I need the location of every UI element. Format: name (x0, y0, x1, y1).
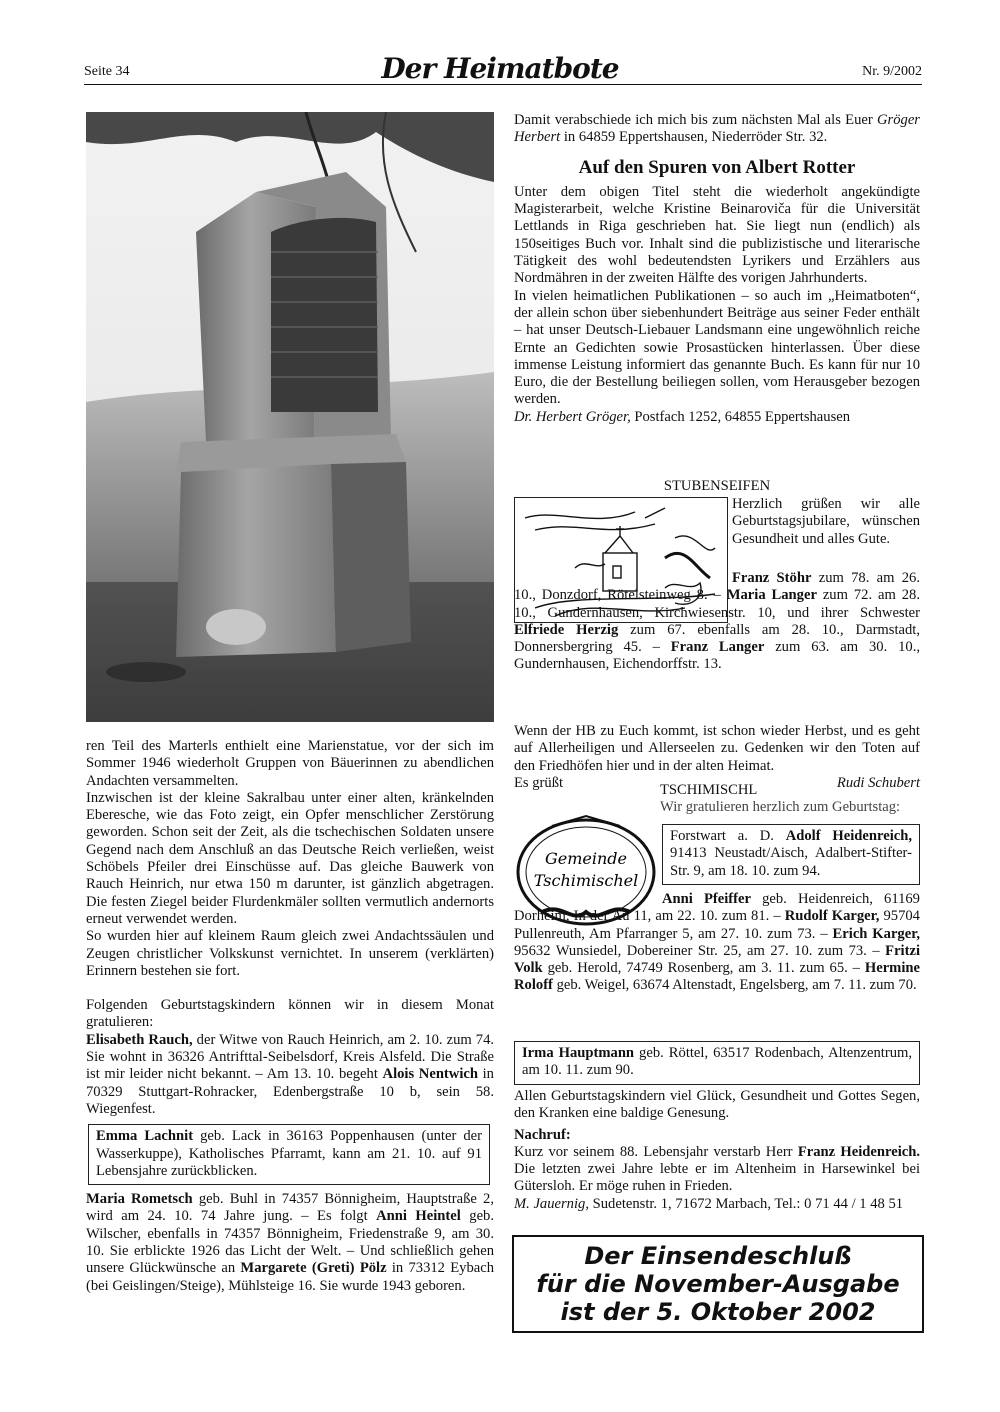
issue-number: Nr. 9/2002 (862, 64, 922, 79)
paragraph: Unter dem obigen Titel steht die wiederholt angekündigte Magisterarbeit, welche Kristine Beinaroviča für die Universität Lettlands in Riga geschrieben hat. Sie liegt nun (endlich) als 150seitiges Buch vor. Inhalt sind die publizistische und literarische Tätigkeit des wohl bedeutendsten Lyrikers und Erzählers aus Nordmähren in der zweiten Hälfte des vorigen Jahrhunderts. (514, 183, 920, 287)
left-column-text (86, 738, 494, 1295)
obituary-title: Nachruf: (514, 1126, 571, 1143)
tschimischl-text: Anni Pfeiffer geb. Heidenreich, 61169 Dorheim, In der Au 11, am 22. 10. zum 81. – Rudolf Karger, 95704 Pullenreuth, Am Pfarranger 5, am 27. 10. zum 73. – Erich Karger, 95632 Wunsiedel, Dobereiner Str. 25, am 27. 10. zum 73. – Fritzi Volk geb. Herold, 74749 Rosenberg, am 3. 11. zum 65. – Hermine Roloff geb. Weigel, 63674 Altenstadt, Engelsberg, am 7. 11. zum 70. (514, 891, 920, 994)
paragraph: Inzwischen ist der kleine Sakralbau unter einer alten, kränkelnden Eberesche, wie das Foto zeigt, ein Opfer menschlicher Zerstörung geworden. Schon seit der Zeit, als die tschechischen Soldaten unsere Gegend nach dem Anschluß an das Deutsche Reich verließen, weist Schöbels Pfeiler drei Einschüsse auf. Das gleiche Bauwerk von Rauch Heinrich, nur etwa 150 m darunter, ist gänzlich abgetragen. Die festen Ziegel beider Flurdenkmäler sollten vermutlich andernorts erneut verwendet werden. (86, 789, 494, 927)
highlight-box: Irma Hauptmann geb. Röttel, 63517 Rodenbach, Altenzentrum, am 10. 11. zum 90. (514, 1041, 920, 1085)
highlight-box: Forstwart a. D. Adolf Heidenreich, 91413 Neustadt/Aisch, Adalbert-Stifter-Str. 9, am 18. 10. zum 94. (662, 824, 920, 885)
farewell-line: Damit verabschiede ich mich bis zum nächsten Mal als Euer Gröger Herbert in 64859 Eppertshausen, Niederröder Str. 32. (514, 112, 920, 146)
seal-text: Tschimischel (533, 871, 639, 890)
seal-text: Gemeinde (544, 849, 628, 868)
obituary-text: Kurz vor seinem 88. Lebensjahr verstarb Herr Franz Heidenreich. Die letzten zwei Jahre lebte er im Altenheim in Harsewinkel bei Gütersloh. Er möge ruhen in Frieden. (514, 1143, 920, 1195)
stubenseifen-text: Franz Stöhr zum 78. am 26. 10., Donzdorf, Rötelsteinweg 8. – Maria Langer zum 72. am 28. 10., Gundernhausen, Kirchwiesenstr. 10, und ihrer Schwester Elfriede Herzig zum 67. ebenfalls am 28. 10., Darmstadt, Donnersbergring 45. – Franz Langer zum 63. am 30. 10., Gundernhausen, Eichendorffstr. 13. (514, 570, 920, 673)
birthday-intro: Folgenden Geburtstagskindern können wir in diesem Monat gratulieren: (86, 997, 494, 1031)
paragraph: So wurden hier auf kleinem Raum gleich zwei Andachtssäulen und Zeugen christlicher Volkskunst vernichtet. In unserem (verklärten) Erinnern bestehen sie fort. (86, 928, 494, 979)
masthead-logo: Der Heimatbote (381, 52, 619, 85)
section-title-stubenseifen: STUBENSEIFEN (663, 478, 771, 494)
caption-continuation: ren Teil des Marterls enthielt eine Marienstatue, vor der sich im Sommer 1946 wiederholt Gruppen von Bäuerinnen zu abendlichen Andachten versammelten. (86, 738, 494, 789)
stubenseifen-closing: Wenn der HB zu Euch kommt, ist schon wieder Herbst, und es geht auf Allerheiligen und Allerseelen zu. Gedenken wir den Toten auf den Friedhöfen hier und in der alten Heimat. Es grüßt Rudi Schubert (514, 723, 920, 791)
article-title: Auf den Spuren von Albert Rotter (578, 156, 856, 178)
page-number: Seite 34 (84, 64, 130, 79)
signature-row: Es grüßt Rudi Schubert (514, 774, 920, 791)
highlight-box: Emma Lachnit geb. Lack in 36163 Poppenhausen (unter der Wasserkuppe), Katholisches Pfarramt, kann am 21. 10. auf 91 Lebensjahre zurückblicken. (88, 1124, 490, 1185)
tschimischl-closing: Allen Geburtstagskindern viel Glück, Gesundheit und Gottes Segen, den Kranken eine baldige Genesung. Nachruf: Kurz vor seinem 88. Lebensjahr verstarb Herr Franz Heidenreich. Die letzten zwei Jahre lebte er im Altenheim in Harsewinkel bei Gütersloh. Er möge ruhen in Frieden. M. Jauernig, Sudetenstr. 1, 71672 Marbach, Tel.: 0 71 44 / 1 48 51 (514, 1088, 920, 1212)
paragraph: In vielen heimatlichen Publikationen – so auch im „Heimatboten“, der allein schon über siebenhundert Beiträge aus seiner Feder enthält – hat unser Deutsch-Liebauer Landsmann eine ungewöhnlich reiche Ernte an Gedichten sowie Prosastücken hinterlassen. Über diese immense Leistung informiert das genannte Buch. Es kann für nur 10 Euro, die der Bestellung beiliegen sollen, vom Herausgeber bezogen werden. (514, 287, 920, 408)
obituary-signature: M. Jauernig, Sudetenstr. 1, 71672 Marbach, Tel.: 0 71 44 / 1 48 51 (514, 1195, 904, 1212)
article-signature: Dr. Herbert Gröger, Postfach 1252, 64855 Eppertshausen (514, 408, 851, 425)
deadline-notice: Der Einsendeschluß für die November-Ausgabe ist der 5. Oktober 2002 (512, 1235, 924, 1333)
birthday-entry: Elisabeth Rauch, der Witwe von Rauch Heinrich, am 2. 10. zum 74. Sie wohnt in 36326 Antrifttal-Seibelsdorf, Kreis Alsfeld. Die Straße ist mir leider nicht bekannt. – Am 13. 10. begeht Alois Nentwich in 70329 Stuttgart-Rohracker, Edenbergstraße 10 b, sein 58. Wiegenfest. (86, 1031, 495, 1117)
right-column-top (514, 112, 920, 426)
stubenseifen-wrap-text: Herzlich grüßen wir alle Geburtstagsjubilare, wünschen Gesundheit und alles Gute. (732, 496, 920, 547)
shrine-photo (86, 112, 494, 722)
header-rule (84, 84, 922, 85)
section-title-tschimischl: TSCHIMISCHL Wir gratulieren herzlich zum Geburtstag: (660, 782, 901, 816)
birthday-entry: Maria Rometsch geb. Buhl in 74357 Bönnigheim, Hauptstraße 2, wird am 24. 10. 74 Jahre jung. – Es folgt Anni Heintel geb. Wilscher, ebenfalls in 74357 Bönnigheim, Friedenstraße 9, am 30. 10. Sie erblickte 1926 das Licht der Welt. – Und schließlich gehen unsere Glückwünsche an Margarete (Greti) Pölz in 73312 Eybach (bei Geislingen/Steige), Mühlsteige 16. Sie wurde 1943 geboren. (86, 1191, 495, 1294)
